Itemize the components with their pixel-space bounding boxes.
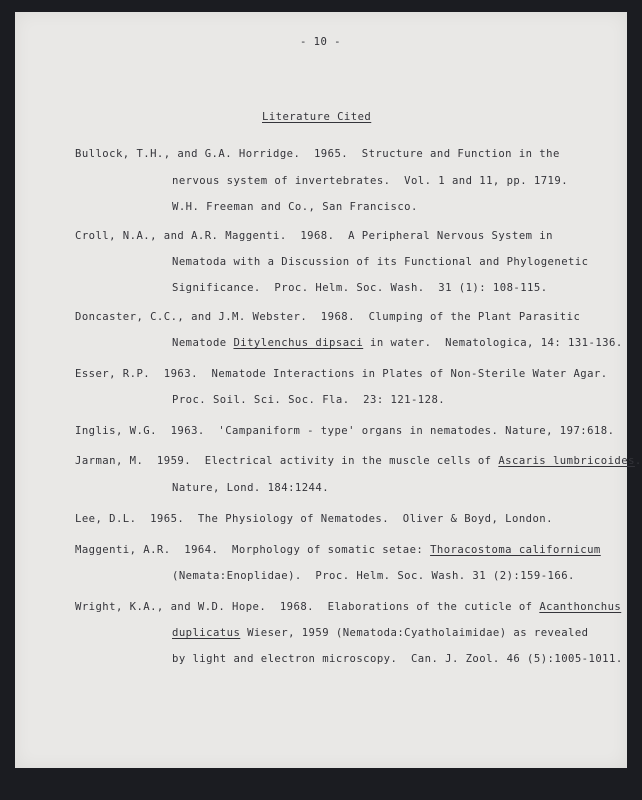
citation-text: Jarman, M. 1959. Electrical activity in the muscle cells of (75, 455, 499, 467)
citation-line: Inglis, W.G. 1963. 'Campaniform - type' organs in nematodes. Nature, 197:618. (75, 425, 615, 437)
species-name: Thoracostoma californicum (430, 544, 601, 556)
citation-line (75, 455, 642, 467)
citation-line: by light and electron microscopy. Can. J. Zool. 46 (5):1005-1011. (172, 653, 623, 665)
species-name: Ascaris lumbricoides (498, 455, 635, 467)
citation-line: Croll, N.A., and A.R. Maggenti. 1968. A Peripheral Nervous System in (75, 230, 553, 242)
citation-line (75, 601, 621, 613)
citation-line: Nature, Lond. 184:1244. (172, 482, 330, 494)
citation-line: Esser, R.P. 1963. Nematode Interactions in Plates of Non-Sterile Water Agar. (75, 368, 608, 380)
citation-line: Bullock, T.H., and G.A. Horridge. 1965. Structure and Function in the (75, 148, 560, 160)
citation-line (75, 544, 601, 556)
citation-text: in water. Nematologica, 14: 131-136. (363, 337, 623, 349)
citation-line: Doncaster, C.C., and J.M. Webster. 1968. Clumping of the Plant Parasitic (75, 311, 581, 323)
species-name: duplicatus (172, 627, 241, 639)
citation-text: Wright, K.A., and W.D. Hope. 1968. Elaborations of the cuticle of (75, 601, 540, 613)
citation-text: Nematode (172, 337, 234, 349)
citation-text: . (634, 455, 642, 467)
citation-line: Proc. Soil. Sci. Soc. Fla. 23: 121-128. (172, 394, 446, 406)
citation-line (172, 337, 623, 349)
species-name: Ditylenchus dipsaci (233, 337, 364, 349)
page-number: - 10 - (300, 36, 341, 48)
citation-line: (Nemata:Enoplidae). Proc. Helm. Soc. Wash. 31 (2):159-166. (172, 570, 575, 582)
document-page (15, 12, 642, 768)
citation-line (172, 627, 589, 639)
citation-line: Nematoda with a Discussion of its Functional and Phylogenetic (172, 256, 589, 268)
species-name: Acanthonchus (539, 601, 622, 613)
citation-line: W.H. Freeman and Co., San Francisco. (172, 201, 418, 213)
citation-text: Wieser, 1959 (Nematoda:Cyatholaimidae) as revealed (240, 627, 589, 639)
citation-text: Maggenti, A.R. 1964. Morphology of somatic setae: (75, 544, 431, 556)
citation-line: Significance. Proc. Helm. Soc. Wash. 31 (1): 108-115. (172, 282, 548, 294)
citation-line: Lee, D.L. 1965. The Physiology of Nematodes. Oliver & Boyd, London. (75, 513, 553, 525)
section-title: Literature Cited (262, 111, 372, 123)
citation-line: nervous system of invertebrates. Vol. 1 and 11, pp. 1719. (172, 175, 569, 187)
